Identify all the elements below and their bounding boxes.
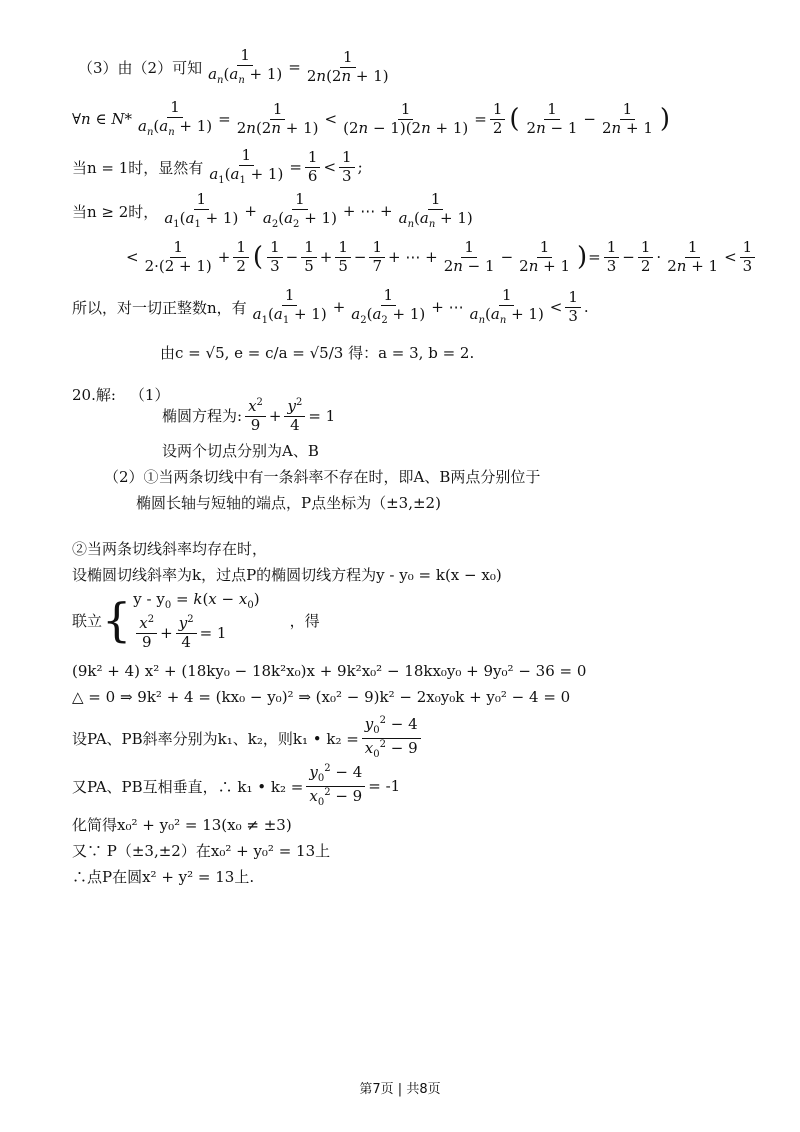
q20-header-line — [72, 384, 169, 405]
part2-text-a: （2）①当两条切线中有一条斜率不存在时，即A、B两点分别位于 — [104, 468, 541, 486]
joint-label: 联立 — [72, 611, 103, 630]
also-line — [72, 840, 330, 861]
simplify-text: 化简得x₀² + y₀² = 13(x₀ ≠ ±3) — [72, 816, 292, 834]
discriminant-equation: △ = 0 ⇒ 9k² + 4 = (kx₀ − y₀)² ⇒ (x₀² − 9)k² − 2x₀y₀k + y₀² − 4 = 0 — [72, 688, 571, 706]
discriminant-line — [72, 688, 570, 706]
perpendicular-line: 又PA、PB互相垂直，∴ k₁ • k₂ = $\frac{y_0^2 - 4}{x_0^2 - 9}$ = -1 — [72, 763, 401, 808]
joint-system-line — [72, 590, 320, 651]
case2-text: 当n ≥ 2时， — [72, 202, 159, 221]
part2-line-d — [72, 564, 502, 585]
q20-header: 20.解: — [72, 386, 116, 404]
fraction: $\frac{1}{2n(2n + 1)}$ — [306, 47, 389, 85]
conclusion-line: 所以，对一切正整数n，有 $\frac{1}{a_1(a_1 + 1)}$ + $\frac{1}{a_2(a_2 + 1)}$ + ⋯ $\frac{1}{a_n(a_n + 1)}$ < $\frac{1}{3}$ . — [72, 286, 589, 326]
get-text: ，得 — [289, 611, 320, 630]
tangent-points-line — [162, 440, 319, 461]
final-text: ∴点P在圆x² + y² = 13上. — [72, 868, 255, 886]
q20-part1: （1） — [129, 386, 170, 404]
case2-line: 当n ≥ 2时， $\frac{1}{a_1(a_1 + 1)}$ + $\frac{1}{a_2(a_2 + 1)}$ + ⋯ + $\frac{1}{a_n(a_n + 1)}$ — [72, 190, 473, 230]
page-footer: 第7页 | 共8页 — [359, 1082, 441, 1097]
ellipse-label: 椭圆方程为: — [162, 407, 243, 426]
simplify-line — [72, 814, 292, 835]
expanded-equation-line — [72, 662, 586, 680]
perpendicular-text: 又PA、PB互相垂直，∴ k₁ • k₂ = — [72, 777, 304, 796]
part3-forall-line: ∀n ∈ N* $\frac{1}{a_n(a_n + 1)}$ = $\frac{1}{2n(2n + 1)}$ < $\frac{1}{(2n - 1)(2n + 1)}$ = $\frac{1}{2}$ ( $\frac{1}{2n - 1}$ − $\frac{1}{2n + 1}$ ) — [72, 98, 671, 138]
case1-line: 当n = 1时，显然有 $\frac{1}{a_1(a_1 + 1)}$ = $\frac{1}{6}$ < $\frac{1}{3}$ ; — [72, 146, 363, 186]
final-line — [72, 866, 254, 887]
part2-line-b — [136, 492, 441, 513]
ellipse-params-line — [160, 342, 474, 363]
part3-intro-line: （3）由（2）可知 $\frac{1}{a_n(a_n + 1)}$ = $\frac{1}{2n(2n + 1)}$ — [78, 48, 395, 86]
tangent-points-text: 设两个切点分别为A、B — [162, 442, 319, 460]
slopes-text: 设PA、PB斜率分别为k₁、k₂，则k₁ • k₂ = — [72, 729, 359, 748]
part2-text-d: 设椭圆切线斜率为k，过点P的椭圆切线方程为y - y₀ = k(x − x₀) — [72, 566, 502, 584]
conclusion-text: 所以，对一切正整数n，有 — [72, 298, 247, 317]
forall-text: ∀n ∈ N* — [72, 110, 132, 129]
slopes-line: 设PA、PB斜率分别为k₁、k₂，则k₁ • k₂ = $\frac{y_0^2 - 4}{x_0^2 - 9}$ — [72, 716, 424, 760]
left-brace-icon: { — [102, 593, 132, 648]
part2-text-c: ②当两条切线斜率均存在时， — [72, 540, 268, 558]
expanded-equation: (9k² + 4) x² + (18ky₀ − 18k²x₀)x + 9k²x₀² − 18kx₀y₀ + 9y₀² − 36 = 0 — [72, 662, 587, 680]
equation-system: $y - y_0 = k(x - x_0)$ $\frac{x^2}{9}$ + $\frac{y^2}{4}$ = 1 — [133, 590, 260, 651]
also-text: 又∵ P（±3,±2）在x₀² + y₀² = 13上 — [72, 842, 331, 860]
ellipse-params-text: 由c = √5, e = c/a = √5/3 得：a = 3, b = 2. — [160, 344, 475, 362]
part3-intro: （3）由（2）可知 — [78, 58, 203, 77]
part2-text-b: 椭圆长轴与短轴的端点，P点坐标为（±3,±2) — [136, 494, 441, 512]
part2-line-c — [72, 538, 267, 559]
chain-inequality-line: < $\frac{1}{2\cdot(2 + 1)}$ + $\frac{1}{2}$ ( $\frac{1}{3}$ − $\frac{1}{5}$ + $\frac{1}{5}$ − $\frac{1}{7}$ + ⋯ + $\frac{1}{2n - 1}$ − $\frac{1}{2n + 1}$ ) = $\frac{1}{3}$ − $\frac{1}{2}$ · $\frac{1}{2n + 1}$ < $\frac{1}{3}$ — [126, 240, 758, 275]
ellipse-equation-line: 椭圆方程为: $\frac{x^2}{9}$ + $\frac{y^2}{4}$ = 1 — [162, 397, 336, 434]
part2-line-a — [104, 466, 540, 487]
case1-text: 当n = 1时，显然有 — [72, 158, 204, 177]
perpendicular-tail: = -1 — [368, 777, 401, 795]
fraction: $\frac{1}{a_n(a_n + 1)}$ — [208, 46, 283, 86]
